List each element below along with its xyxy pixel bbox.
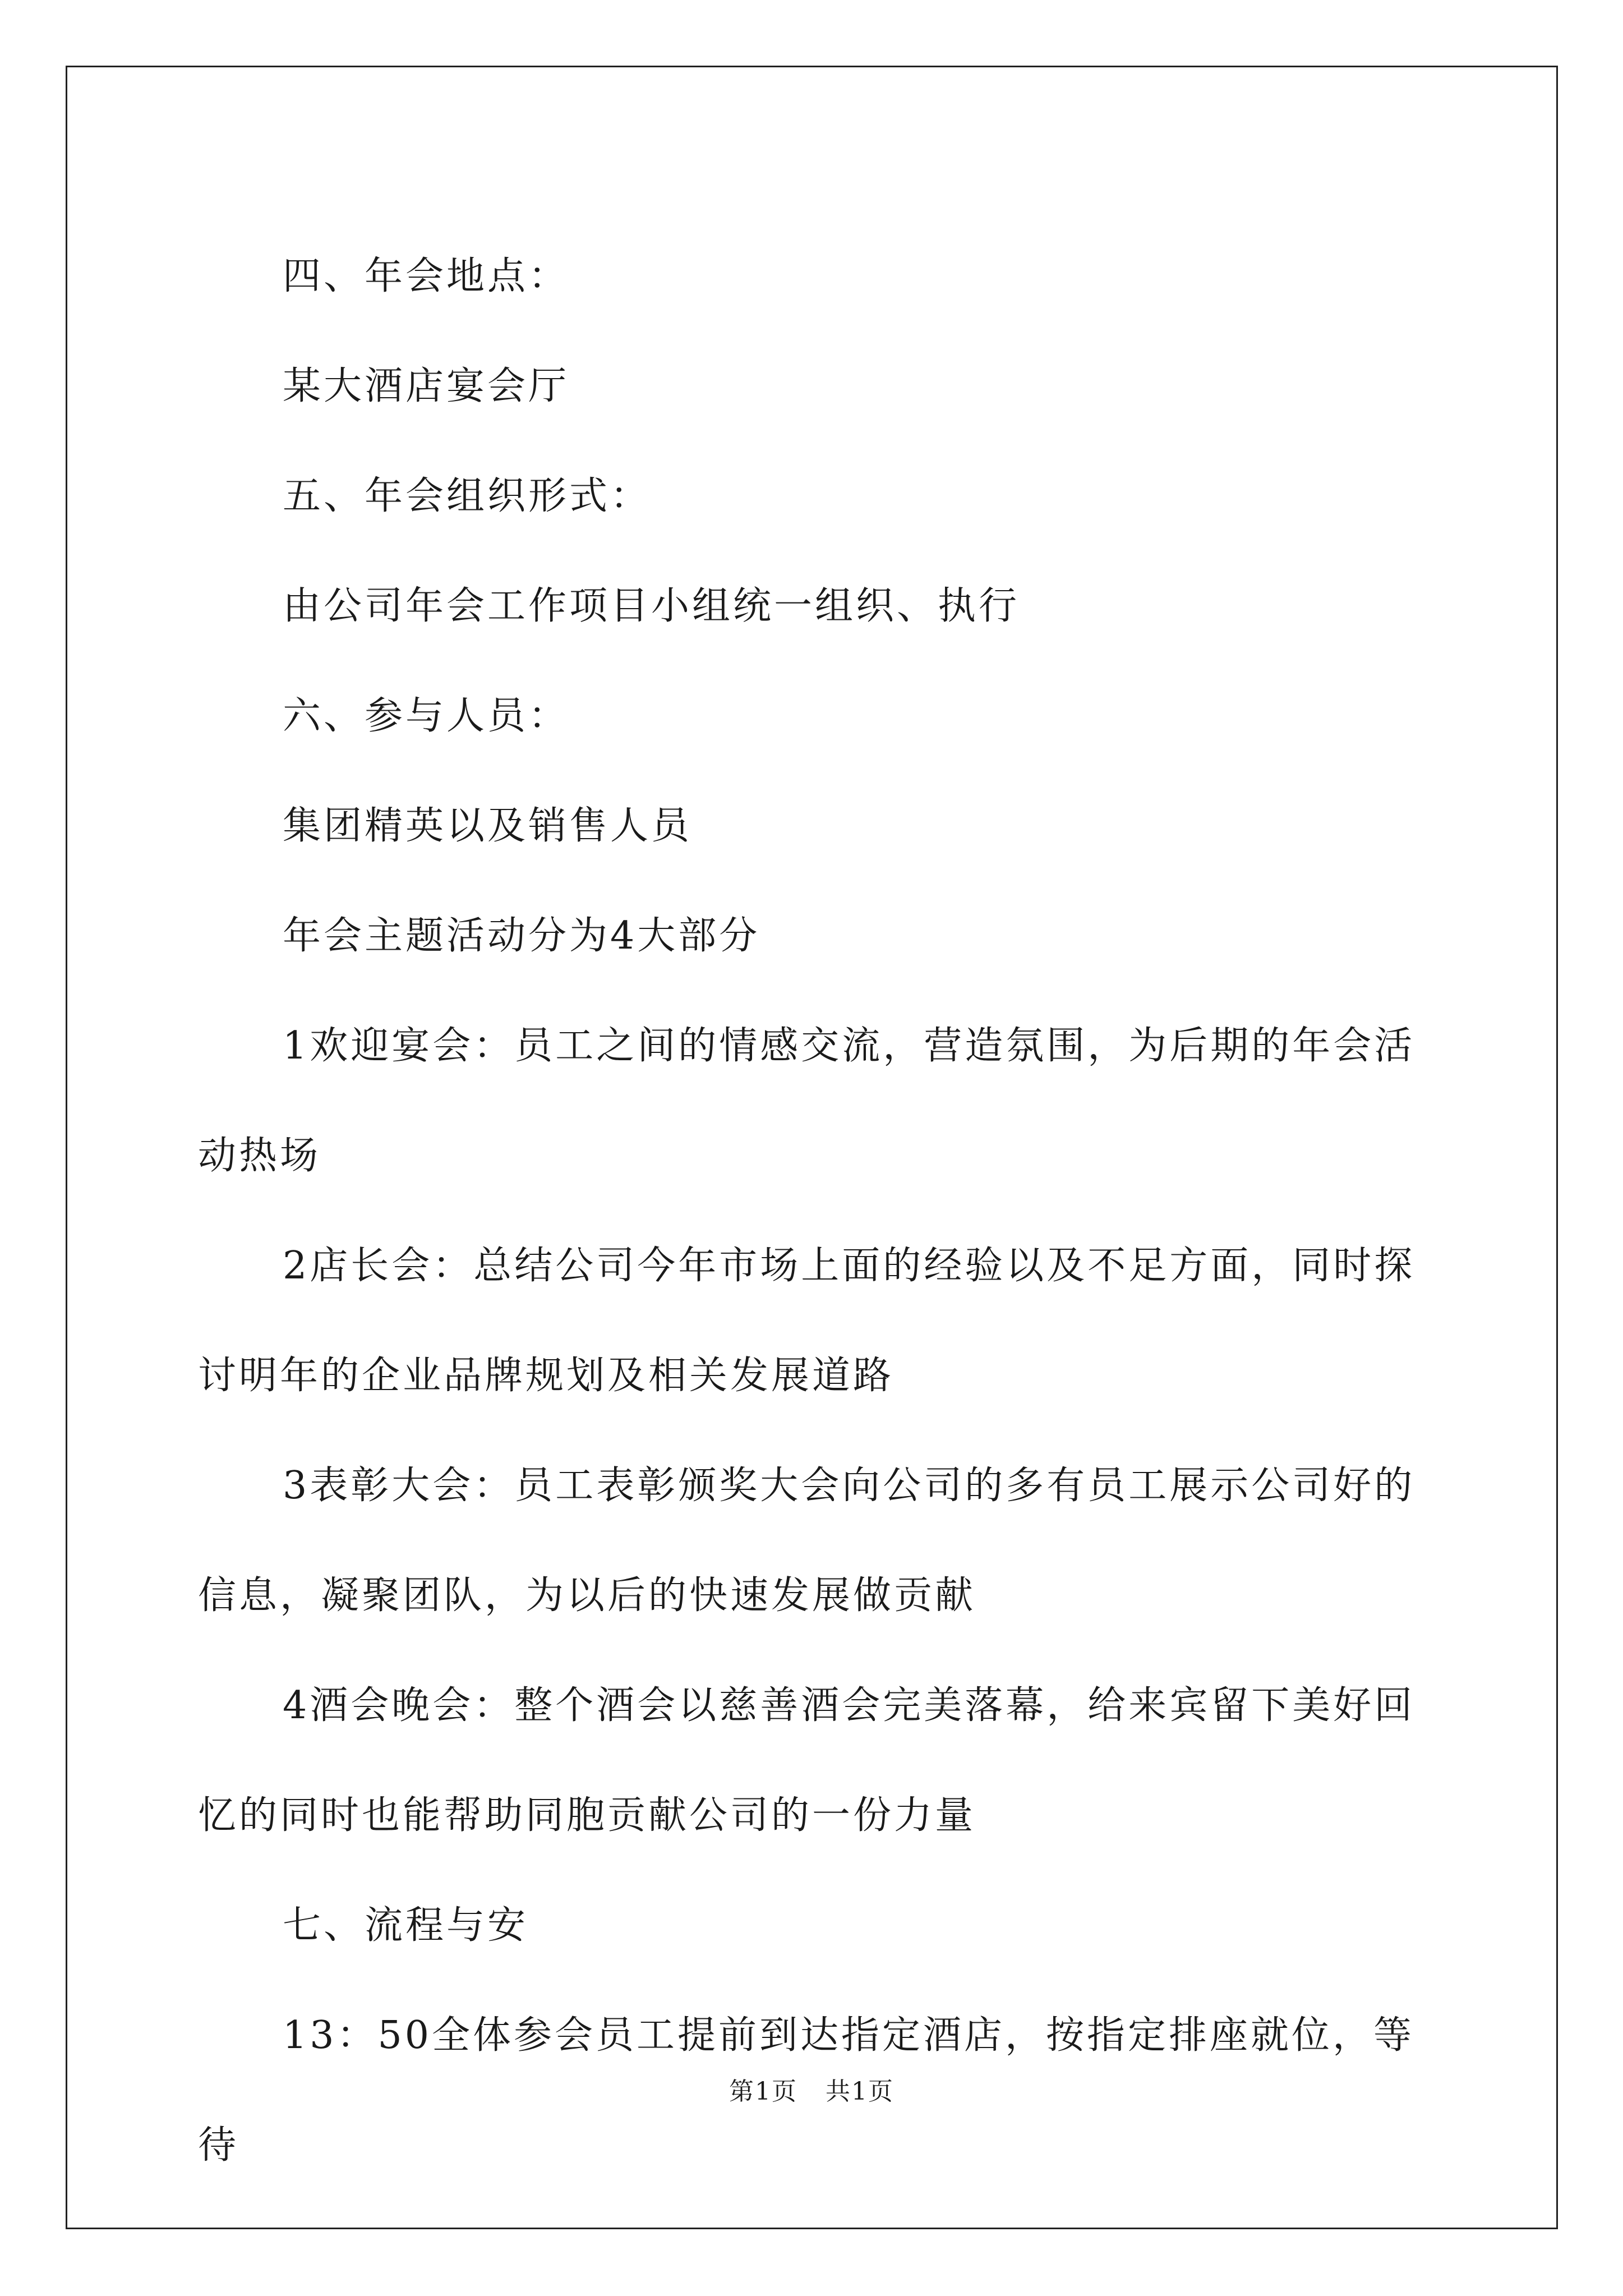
paragraph: 由公司年会工作项目小组统一组织、执行 <box>283 584 1020 628</box>
paragraph: 1欢迎宴会：员工之间的情感交流，营造氛围，为后期的年会活动热场 <box>198 1024 1415 1178</box>
page-number: 第1页 <box>729 2077 797 2106</box>
paragraph: 五、年会组织形式： <box>283 474 652 518</box>
page-footer <box>0 2071 1623 2107</box>
paragraph: 年会主题活动分为4大部分 <box>283 914 760 958</box>
paragraph: 2店长会：总结公司今年市场上面的经验以及不足方面，同时探讨明年的企业品牌规划及相关发展道路 <box>198 1244 1415 1398</box>
paragraph: 六、参与人员： <box>283 694 570 738</box>
page-total: 共1页 <box>826 2077 894 2106</box>
document-body <box>198 222 1432 2201</box>
paragraph: 某大酒店宴会厅 <box>283 364 570 408</box>
paragraph: 四、年会地点： <box>283 254 570 298</box>
paragraph: 集团精英以及销售人员 <box>283 804 693 848</box>
paragraph: 13：50全体参会员工提前到达指定酒店，按指定排座就位，等待 <box>198 2013 1415 2168</box>
paragraph: 3表彰大会：员工表彰颁奖大会向公司的多有员工展示公司好的信息，凝聚团队，为以后的快速发展做贡献 <box>198 1464 1415 1618</box>
paragraph: 七、流程与安 <box>283 1903 529 1948</box>
paragraph: 4酒会晚会：整个酒会以慈善酒会完美落幕，给来宾留下美好回忆的同时也能帮助同胞贡献公司的一份力量 <box>198 1683 1415 1838</box>
